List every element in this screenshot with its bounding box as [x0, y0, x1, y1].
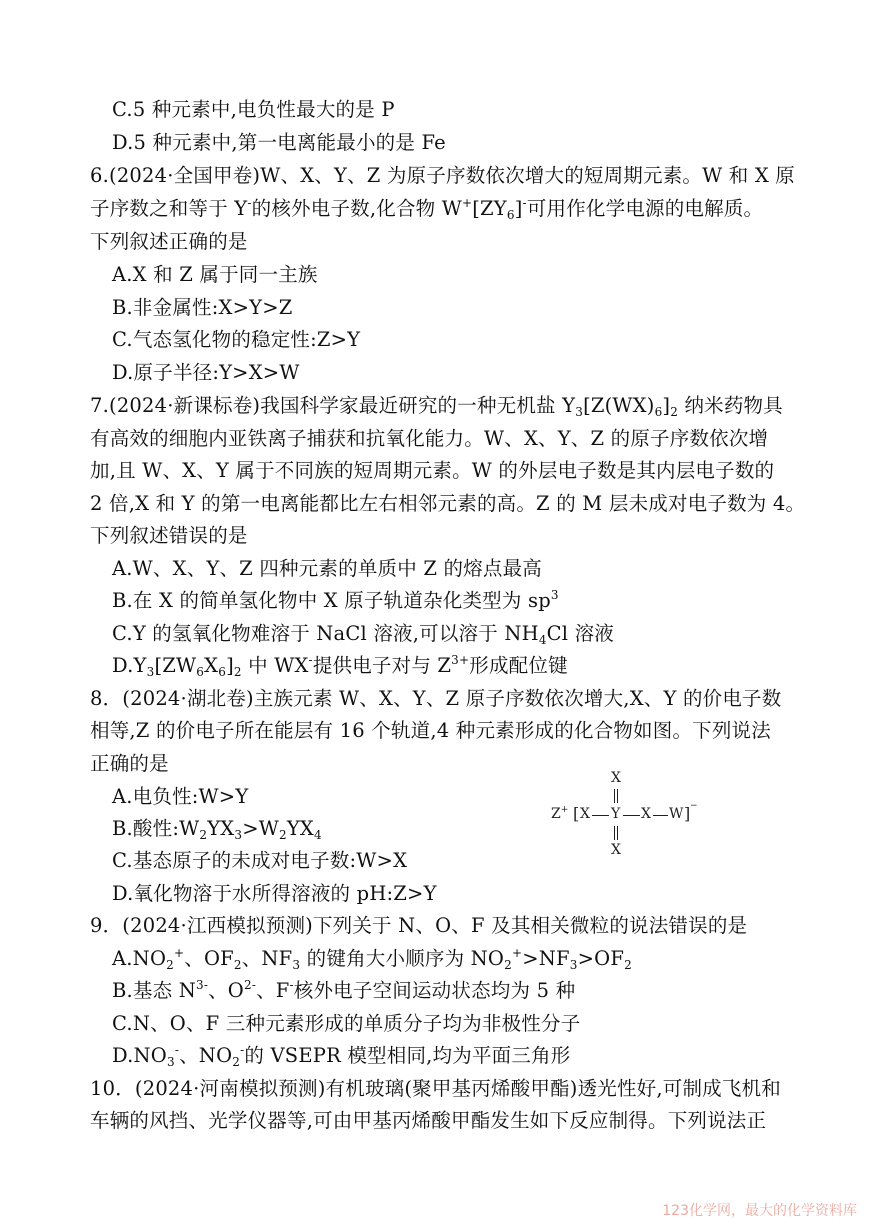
structure-top-atom: X — [611, 770, 621, 786]
structure-bond-x1-y — [592, 815, 609, 816]
structure-center-atom: Y — [611, 806, 621, 822]
option-6a: A.X 和 Z 属于同一主族 — [112, 263, 318, 286]
question-10-stem-line2: 车辆的风挡、光学仪器等,可由甲基丙烯酸甲酯发生如下反应制得。下列说法正 — [90, 1109, 767, 1132]
structure-atom-x2: X — [641, 806, 651, 822]
question-7-stem-line5: 下列叙述错误的是 — [90, 524, 248, 547]
question-8-stem-line1: 8．(2024·湖北卷)主族元素 W、X、Y、Z 原子序数依次增大,X、Y 的价电子数 — [90, 687, 782, 710]
question-6-stem-line2: 子序数之和等于 Y-的核外电子数,化合物 $W^+[ZY_6]^-$可用作化学电源的电解质。 — [90, 196, 764, 222]
question-9-stem: 9．(2024·江西模拟预测)下列关于 N、O、F 及其相关微粒的说法错误的是 — [90, 914, 748, 937]
structure-bottom-atom: X — [611, 842, 621, 858]
compound-structure-diagram: X Z+ [ X Y X W ] − X — [551, 770, 698, 858]
question-10-stem-line1: 10．(2024·河南模拟预测)有机玻璃(聚甲基丙烯酸甲酯)透光性好,可制成飞机和 — [90, 1077, 781, 1100]
structure-double-bond-top-a — [614, 789, 615, 803]
option-7d: $D.Y_3[ZW_6X_6]_2$ 中 WX-提供电子对与 $Z^{3+}$形成配位键 — [112, 653, 568, 679]
structure-double-bond-top-b — [617, 789, 618, 803]
watermark: 123化学网，最大的化学资料库 — [662, 1203, 857, 1219]
option-7a: A.W、X、Y、Z 四种元素的单质中 Z 的熔点最高 — [112, 557, 542, 580]
structure-double-bond-bottom-b — [617, 826, 618, 840]
structure-bond-y-x2 — [623, 815, 640, 816]
structure-atom-x1: X — [580, 806, 590, 822]
question-7-stem-line4: 2 倍,X 和 Y 的第一电离能都比左右相邻元素的高。Z 的 M 层未成对电子数为 4。 — [90, 492, 806, 515]
option-5d: D.5 种元素中,第一电离能最小的是 Fe — [112, 131, 446, 154]
question-6-stem-line3: 下列叙述正确的是 — [90, 230, 248, 253]
structure-left-bracket: [ — [573, 804, 580, 823]
structure-right-bracket: ] — [684, 804, 691, 823]
option-9a: $A.NO_2^+$、$OF_2$、$NF_3$ 的键角大小顺序为 $NO_2^+>NF_3>OF_2$ — [112, 946, 632, 972]
option-6c: C.气态氢化物的稳定性:Z>Y — [112, 328, 361, 351]
option-7b: B.在 X 的简单氢化物中 X 原子轨道杂化类型为 $sp^3$ — [112, 588, 559, 612]
option-6b: B.非金属性:X>Y>Z — [112, 296, 293, 319]
option-8b: B.酸性$:W_2YX_3>W_2YX_4$ — [112, 817, 322, 842]
option-8a: A.电负性:W>Y — [112, 785, 249, 808]
option-5c: C.5 种元素中,电负性最大的是 P — [112, 98, 395, 121]
question-8-stem-line3: 正确的是 — [90, 752, 169, 775]
option-9b: B.基态 $N^{3-}$、$O^{2-}$、F-核外电子空间运动状态均为 5 种 — [112, 978, 576, 1002]
structure-double-bond-bottom-a — [614, 826, 615, 840]
question-6-stem-line1: 6.(2024·全国甲卷)W、X、Y、Z 为原子序数依次增大的短周期元素。W 和 X 原 — [90, 164, 796, 187]
structure-bond-x2-w — [653, 815, 668, 816]
option-8c: C.基态原子的未成对电子数:W>X — [112, 849, 408, 872]
question-7-stem-line1: 7.(2024·新课标卷)我国科学家最近研究的一种无机盐 $Y_3[Z(WX)_6]_2$ 纳米药物具 — [90, 394, 783, 419]
option-7c: C.Y 的氢氧化物难溶于 NaCl 溶液,可以溶于 $NH_4Cl$ 溶液 — [112, 622, 615, 647]
option-9c: C.N、O、F 三种元素形成的单质分子均为非极性分子 — [112, 1012, 581, 1035]
question-7-stem-line2: 有高效的细胞内亚铁离子捕获和抗氧化能力。W、X、Y、Z 的原子序数依次增 — [90, 427, 769, 450]
structure-cation: Z+ — [551, 805, 569, 822]
question-7-stem-line3: 加,且 W、X、Y 属于不同族的短周期元素。W 的外层电子数是其内层电子数的 — [90, 459, 775, 482]
question-8-stem-line2: 相等,Z 的价电子所在能层有 16 个轨道,4 种元素形成的化合物如图。下列说法 — [90, 719, 771, 742]
option-8d: D.氧化物溶于水所得溶液的 pH:Z>Y — [112, 882, 437, 905]
option-9d: $D.NO_3^-$、$NO_2^-$的 VSEPR 模型相同,均为平面三角形 — [112, 1043, 571, 1069]
option-6d: D.原子半径:Y>X>W — [112, 361, 300, 384]
structure-atom-w: W — [669, 806, 684, 822]
